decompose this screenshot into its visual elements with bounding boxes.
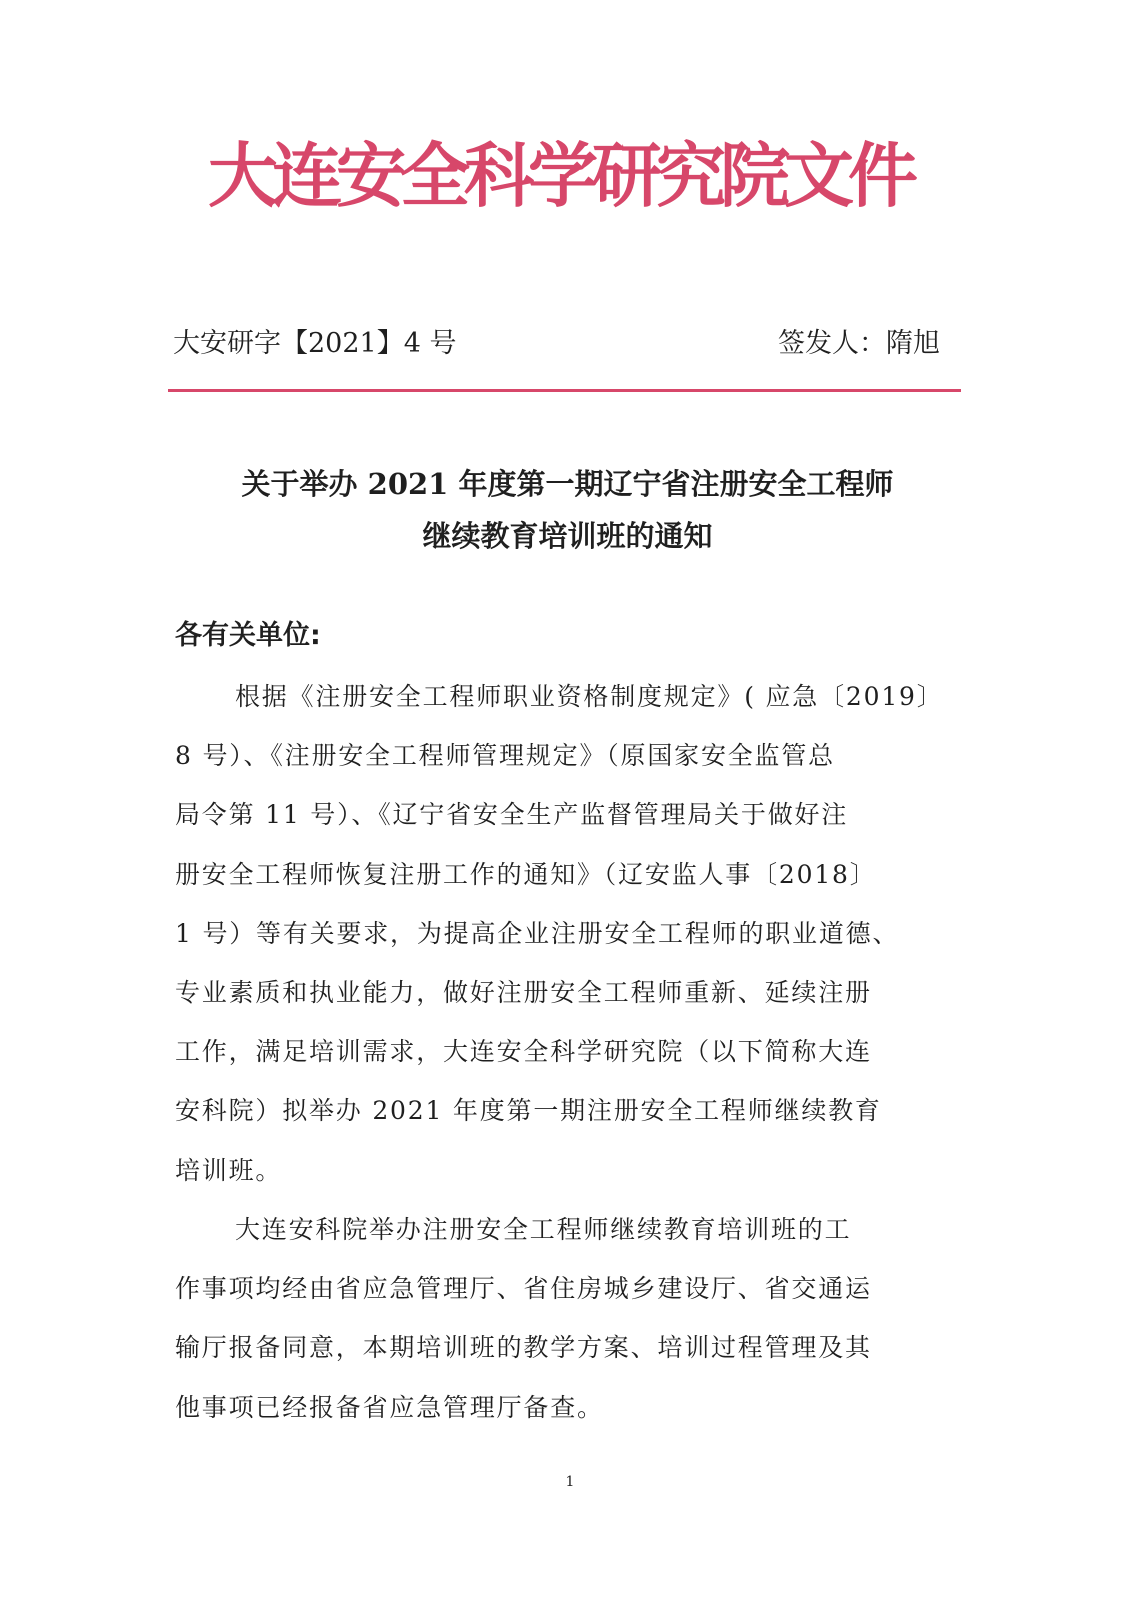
paragraph-line: 根据《注册安全工程师职业资格制度规定》( 应急〔2019〕	[235, 682, 944, 711]
paragraph-line: 大连安科院举办注册安全工程师继续教育培训班的工	[235, 1215, 852, 1244]
paragraph-line: 专业素质和执业能力，做好注册安全工程师重新、延续注册	[175, 977, 872, 1007]
notice-title-line-2: 继续教育培训班的通知	[422, 519, 713, 553]
document-number: 大安研字【2021】4 号	[173, 328, 457, 359]
paragraph-line: 培训班。	[175, 1155, 283, 1185]
notice-title-line-1: 关于举办 2021 年度第一期辽宁省注册安全工程师	[241, 467, 894, 501]
body-paragraph-1	[175, 667, 965, 1200]
salutation: 各有关单位:	[175, 620, 321, 651]
red-header-org-title: 大连安全科学研究院文件	[208, 135, 912, 217]
paragraph-line: 工作，满足培训需求，大连安全科学研究院（以下简称大连	[175, 1037, 872, 1067]
issuer-signature: 签发人：隋旭	[778, 328, 940, 359]
page-number: 1	[565, 1474, 575, 1490]
paragraph-line: 册安全工程师恢复注册工作的通知》（辽安监人事〔2018〕	[175, 859, 877, 889]
document-meta-row	[173, 322, 940, 366]
paragraph-line: 作事项均经由省应急管理厅、省住房城乡建设厅、省交通运	[175, 1274, 872, 1304]
notice-title	[160, 458, 975, 562]
paragraph-line: 1 号）等有关要求，为提高企业注册安全工程师的职业道德、	[175, 918, 900, 948]
paragraph-line: 局令第 11 号）、《辽宁省安全生产监督管理局关于做好注	[175, 800, 849, 830]
red-separator-line	[168, 389, 961, 392]
paragraph-line: 他事项已经报备省应急管理厅备查。	[175, 1392, 604, 1422]
paragraph-line: 8 号）、《注册安全工程师管理规定》（原国家安全监管总	[175, 741, 835, 771]
body-paragraph-2	[175, 1200, 965, 1437]
paragraph-line: 安科院）拟举办 2021 年度第一期注册安全工程师继续教育	[175, 1096, 882, 1126]
paragraph-line: 输厅报备同意，本期培训班的教学方案、培训过程管理及其	[175, 1333, 872, 1363]
